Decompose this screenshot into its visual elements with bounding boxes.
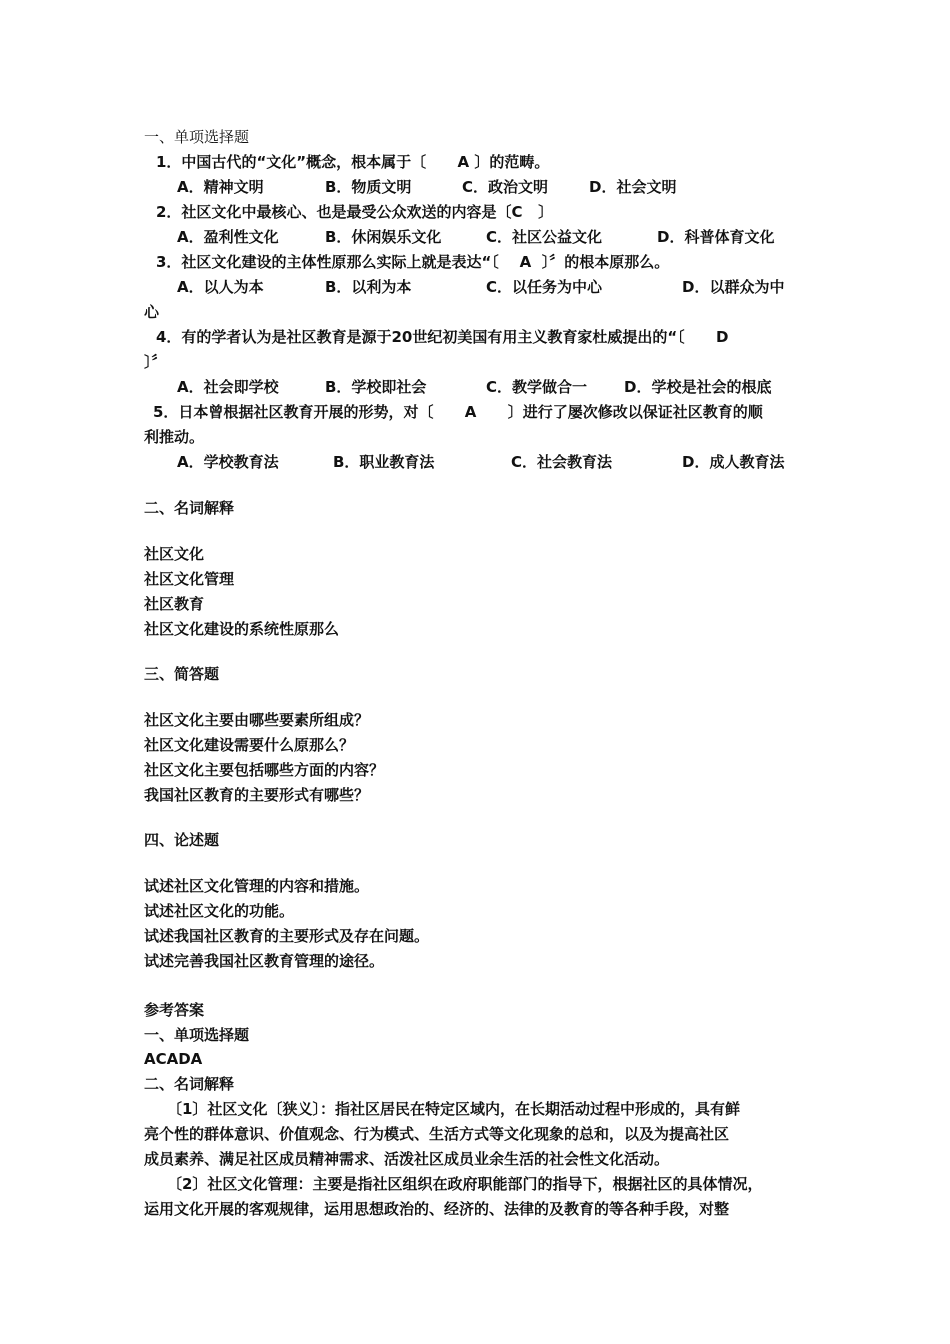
answer-paragraph-line: 〔1〕社区文化〔狭义〕：指社区居民在特定区域内，在长期活动过程中形成的，具有鲜 xyxy=(167,1100,740,1118)
section3-item: 社区文化主要由哪些要素所组成？ xyxy=(144,711,370,729)
q4-stem-continued: 〕〞 xyxy=(144,353,167,371)
section3-item: 社区文化主要包括哪些方面的内容？ xyxy=(144,761,385,779)
section4-heading: 四、论述题 xyxy=(144,831,220,849)
q4-stem: 4．有的学者认为是社区教育是源于20世纪初美国有用主义教育家杜威提出的“〔 D xyxy=(156,328,729,346)
q3-option-a: A．以人为本 xyxy=(177,278,264,296)
q4-option-c: C．教学做合一 xyxy=(486,378,588,396)
section2-heading: 二、名词解释 xyxy=(144,499,235,517)
q5-option-d: D．成人教育法 xyxy=(682,453,785,471)
q5-option-b: B．职业教育法 xyxy=(333,453,435,471)
q3-option-d: D．以群众为中 xyxy=(682,278,785,296)
answer-paragraph-line: 运用文化开展的客观规律，运用思想政治的、经济的、法律的及教育的等各种手段，对整 xyxy=(144,1200,730,1218)
q3-option-b: B．以利为本 xyxy=(325,278,412,296)
q3-option-d-continued: 心 xyxy=(144,303,160,321)
q4-option-a: A．社会即学校 xyxy=(177,378,279,396)
q1-option-c: C．政治文明 xyxy=(462,178,549,196)
section3-item: 我国社区教育的主要形式有哪些？ xyxy=(144,786,370,804)
section3-item: 社区文化建设需要什么原那么？ xyxy=(144,736,355,754)
q4-option-d: D．学校是社会的根底 xyxy=(624,378,772,396)
q1-option-b: B．物质文明 xyxy=(325,178,412,196)
answers-section1-heading: 一、单项选择题 xyxy=(144,1026,250,1044)
q3-option-c: C．以任务为中心 xyxy=(486,278,603,296)
q5-option-c: C．社会教育法 xyxy=(511,453,613,471)
q2-option-a: A．盈利性文化 xyxy=(177,228,279,246)
q2-stem: 2．社区文化中最核心、也是最受公众欢送的内容是〔C 〕 xyxy=(156,203,554,221)
answers-title: 参考答案 xyxy=(144,1001,205,1019)
section2-item: 社区教育 xyxy=(144,595,205,613)
q1-option-d: D．社会文明 xyxy=(589,178,677,196)
section1-heading: 一、单项选择题 xyxy=(144,128,250,146)
section4-item: 试述社区文化管理的内容和措施。 xyxy=(144,877,370,895)
section4-item: 试述完善我国社区教育管理的途径。 xyxy=(144,952,385,970)
q5-option-a: A．学校教育法 xyxy=(177,453,279,471)
answer-paragraph-line: 亮个性的群体意识、价值观念、行为模式、生活方式等文化现象的总和，以及为提高社区 xyxy=(144,1125,730,1143)
answers-section1-key: ACADA xyxy=(144,1050,203,1068)
section2-item: 社区文化管理 xyxy=(144,570,235,588)
q3-stem: 3．社区文化建设的主体性原那么实际上就是表达“〔 A 〕〞的根本原那么。 xyxy=(156,253,670,271)
answers-section2-heading: 二、名词解释 xyxy=(144,1075,235,1093)
q2-option-c: C．社区公益文化 xyxy=(486,228,603,246)
q2-option-d: D．科普体育文化 xyxy=(657,228,775,246)
q1-stem: 1．中国古代的“文化”概念，根本属于〔 A 〕的范畴。 xyxy=(156,153,550,171)
answer-paragraph-line: 成员素养、满足社区成员精神需求、活泼社区成员业余生活的社会性文化活动。 xyxy=(144,1150,670,1168)
section2-item: 社区文化 xyxy=(144,545,205,563)
section2-item: 社区文化建设的系统性原那么 xyxy=(144,620,340,638)
q5-stem: 5．日本曾根据社区教育开展的形势，对〔 A 〕进行了屡次修改以保证社区教育的顺 xyxy=(153,403,763,421)
answer-paragraph-line: 〔2〕社区文化管理：主要是指社区组织在政府职能部门的指导下，根据社区的具体情况， xyxy=(167,1175,763,1193)
section4-item: 试述我国社区教育的主要形式及存在问题。 xyxy=(144,927,430,945)
q2-option-b: B．休闲娱乐文化 xyxy=(325,228,442,246)
q5-stem-continued: 利推动。 xyxy=(144,428,205,446)
q4-option-b: B．学校即社会 xyxy=(325,378,427,396)
q1-option-a: A．精神文明 xyxy=(177,178,264,196)
section4-item: 试述社区文化的功能。 xyxy=(144,902,295,920)
section3-heading: 三、简答题 xyxy=(144,665,220,683)
